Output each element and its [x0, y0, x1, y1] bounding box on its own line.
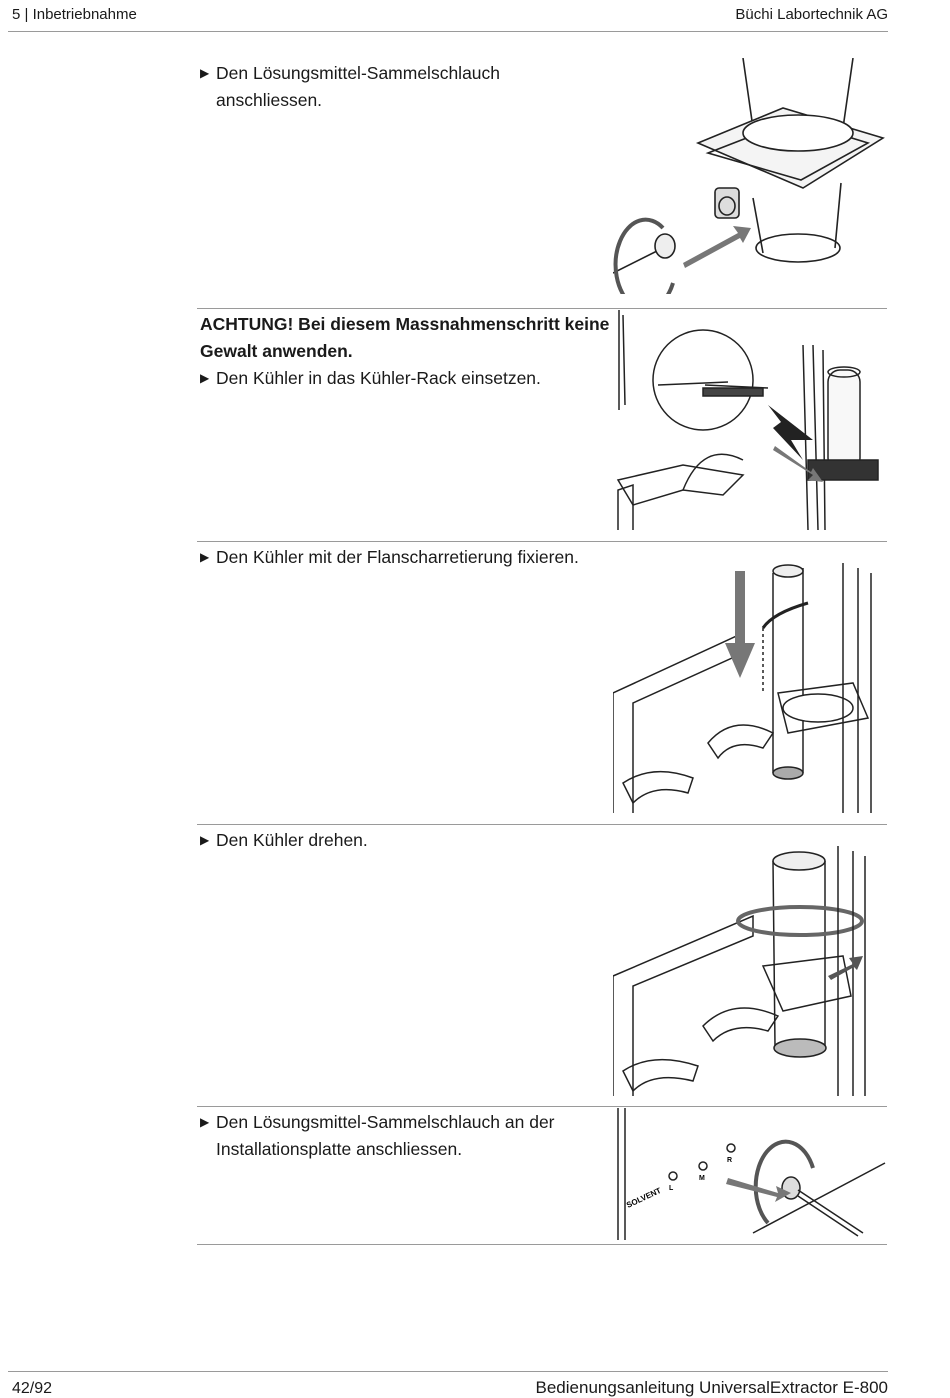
page-number: 42/92 — [12, 1380, 53, 1397]
step-4-instruction: ▶ Den Kühler drehen. — [200, 827, 610, 854]
step-4-figure — [613, 826, 887, 1098]
step-3 — [197, 541, 887, 825]
solvent-label: SOLVENT — [625, 1185, 663, 1210]
bullet-triangle-icon: ▶ — [200, 66, 210, 80]
section-rule — [197, 1244, 887, 1245]
step-1-figure — [613, 58, 887, 294]
bullet-triangle-icon: ▶ — [200, 371, 210, 385]
section-title: 5 | Inbetriebnahme — [12, 6, 137, 23]
manual-title: Bedienungsanleitung UniversalExtractor E-800 — [535, 1378, 888, 1397]
step-1-instruction: ▶ Den Lösungsmittel-Sammelschlauch anschliessen. — [200, 60, 610, 114]
bullet-triangle-icon: ▶ — [200, 1115, 210, 1129]
bullet-triangle-icon: ▶ — [200, 550, 210, 564]
warning-text: ACHTUNG! Bei diesem Massnahmenschritt keine Gewalt anwenden. — [200, 314, 610, 361]
step-2-instruction: ▶ Den Kühler in das Kühler-Rack einsetzen. — [200, 365, 610, 392]
page-header — [8, 5, 888, 32]
step-5-figure — [613, 1108, 887, 1240]
page-footer — [8, 1371, 888, 1398]
port-r-label: R — [727, 1157, 733, 1164]
step-5 — [197, 1106, 887, 1245]
company-name: Büchi Labortechnik AG — [735, 6, 888, 23]
step-2 — [197, 308, 887, 542]
step-3-instruction: ▶ Den Kühler mit der Flanscharretierung fixieren. — [200, 544, 610, 571]
step-2-figure — [613, 310, 887, 532]
step-4 — [197, 824, 887, 1107]
step-3-figure — [613, 543, 887, 815]
port-l-label: L — [669, 1185, 674, 1192]
bullet-triangle-icon: ▶ — [200, 833, 210, 847]
step-1 — [197, 58, 887, 308]
port-m-label: M — [699, 1175, 705, 1182]
step-5-instruction: ▶ Den Lösungsmittel-Sammelschlauch an der Installationsplatte anschliessen. — [200, 1109, 610, 1163]
